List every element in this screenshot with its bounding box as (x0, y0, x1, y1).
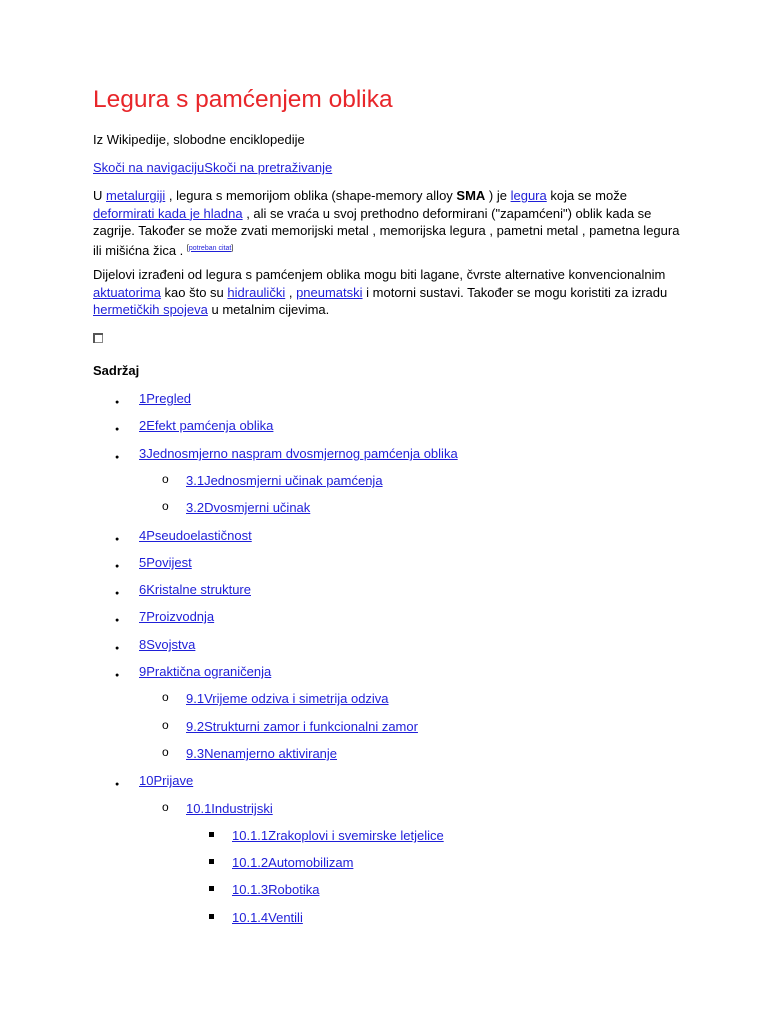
toc-link[interactable]: 5Povijest (139, 555, 192, 570)
deformirati-link[interactable]: deformirati kada je hladna (93, 205, 243, 221)
skip-links (93, 159, 685, 177)
toc-link[interactable]: 8Svojstva (139, 637, 196, 652)
toc-toggle-checkbox[interactable] (93, 333, 103, 343)
toc-link[interactable]: 9.1Vrijeme odziva i simetrija odziva (186, 691, 389, 706)
sma-abbreviation: SMA (456, 188, 486, 203)
para-text: i motorni sustavi. Također se mogu koristiti za izradu (362, 284, 668, 300)
toc-link[interactable]: 7Proizvodnja (139, 609, 215, 624)
toc-link[interactable]: 3.2Dvosmjerni učinak (186, 500, 311, 515)
para-text: , (285, 284, 297, 300)
toc-link[interactable]: 10.1.1Zrakoplovi i svemirske letjelice (232, 828, 444, 843)
toc-link[interactable]: 9Praktična ograničenja (139, 664, 272, 679)
citation-needed: [potreban citat] (186, 244, 234, 252)
toc-link[interactable]: 10.1.2Automobilizam (232, 855, 354, 870)
legura-link[interactable]: legura (510, 188, 547, 203)
para-text: u metalnim cijevima. (207, 302, 330, 317)
intro-text: koja se može (546, 188, 627, 203)
hidraulicki-link[interactable]: hidraulički (227, 284, 286, 300)
toc-link[interactable]: 3Jednosmjerno naspram dvosmjernog pamćenja oblika (139, 446, 458, 461)
para-text: kao što su (160, 284, 228, 300)
toc-link[interactable]: 1Pregled (139, 391, 192, 406)
toc-link[interactable]: 6Kristalne strukture (139, 582, 251, 597)
toc-link[interactable]: 10.1Industrijski (186, 801, 273, 816)
para-text: Dijelovi izrađeni od legura s pamćenjem oblika mogu biti lagane, čvrste alternative konvencionalnim (93, 267, 666, 282)
toc-link[interactable]: 9.3Nenamjerno aktiviranje (186, 746, 338, 761)
subtitle: Iz Wikipedije, slobodne enciklopedije (93, 132, 305, 147)
citation-needed-link[interactable]: potreban citat (188, 244, 232, 252)
toc-link[interactable]: 9.2Strukturni zamor i funkcionalni zamor (186, 719, 418, 734)
intro-text: , ali se vraća u svoj prethodno deformirani ("zapamćeni") oblik kada se zagrije. Također se može zvati memorijski metal , memorijska legura , pametni metal , pametna legura ili mišićna žica . (93, 205, 680, 258)
aktuatorima-link[interactable]: aktuatorima (93, 284, 161, 300)
toc-link[interactable]: 10.1.3Robotika (232, 882, 320, 897)
toc-title: Sadržaj (93, 363, 140, 378)
metalurgiji-link[interactable]: metalurgiji (106, 188, 166, 203)
toc-link[interactable]: 4Pseudoelastičnost (139, 528, 252, 543)
toc-link[interactable]: 10Prijave (139, 773, 194, 788)
pneumatski-link[interactable]: pneumatski (296, 284, 363, 300)
second-paragraph (93, 266, 685, 319)
intro-text: ) je (485, 188, 511, 203)
toc-link[interactable]: 3.1Jednosmjerni učinak pamćenja (186, 473, 383, 488)
hermeticki-spojevi-link[interactable]: hermetičkih spojeva (93, 302, 208, 317)
toc-link[interactable]: 2Efekt pamćenja oblika (139, 418, 274, 433)
skip-to-navigation-link[interactable]: Skoči na navigaciju (93, 160, 205, 175)
intro-text: U (93, 188, 106, 203)
page-title: Legura s pamćenjem oblika (93, 86, 393, 113)
toc-link[interactable]: 10.1.4Ventili (232, 910, 303, 925)
skip-to-search-link[interactable]: Skoči na pretraživanje (204, 160, 333, 175)
intro-text: , legura s memorijom oblika (shape-memory alloy (165, 188, 457, 203)
intro-paragraph (93, 187, 685, 259)
